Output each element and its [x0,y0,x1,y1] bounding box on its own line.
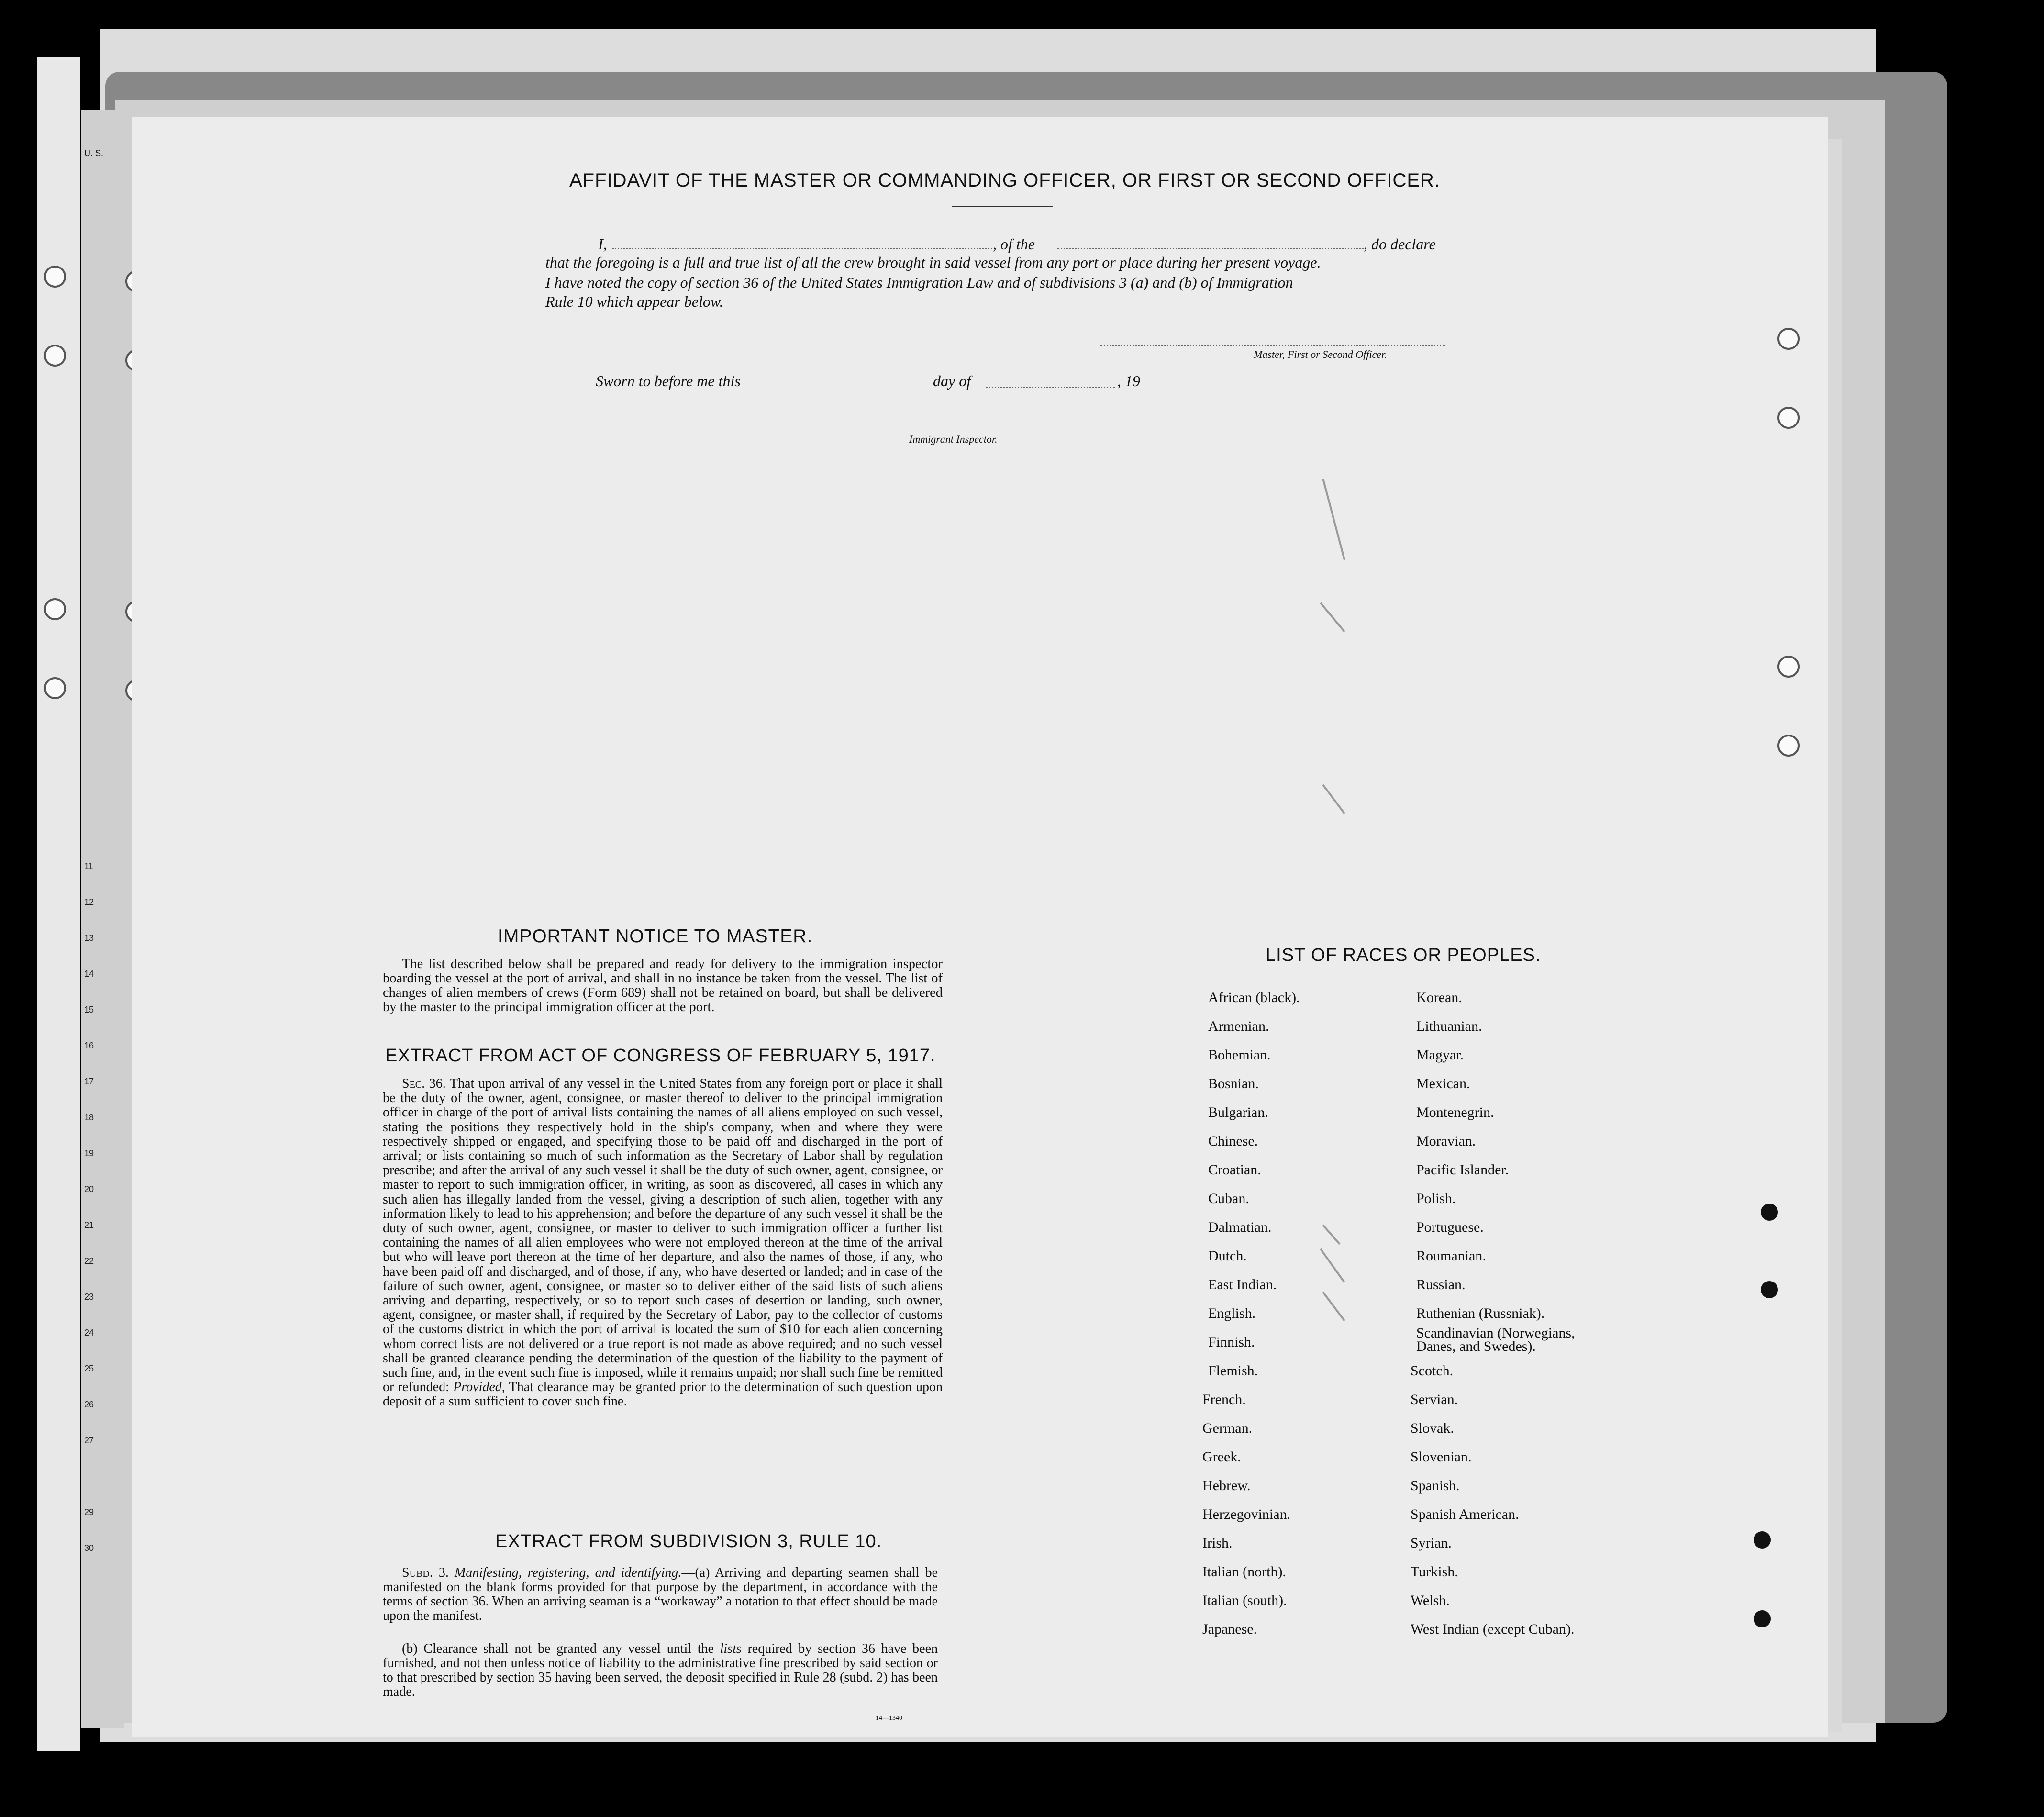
race-item: Ruthenian (Russniak). [1416,1305,1545,1321]
race-item: English. [1208,1305,1256,1321]
margin-number: 18 [84,1113,94,1122]
punch-hole-icon [1761,1204,1778,1221]
section-label: Sec. 36. [402,1076,446,1091]
date-blank [986,387,1115,388]
race-item: Moravian. [1416,1133,1476,1149]
punch-hole-icon [1754,1610,1771,1627]
subdivision-3b-text [383,1642,938,1699]
margin-number: 16 [84,1041,94,1050]
binder-hole-icon [1777,407,1800,429]
affidavit-line2: that the foregoing is a full and true list of all the crew brought in said vessel from any port or place during her present voyage. [545,254,1321,271]
race-item: German. [1202,1420,1253,1436]
race-item: Servian. [1411,1392,1458,1407]
margin-number: 15 [84,1005,94,1014]
race-item: Scotch. [1411,1363,1454,1379]
race-item: Spanish American. [1411,1506,1519,1522]
affidavit-declare: , do declare [1364,235,1436,253]
race-item: French. [1202,1392,1246,1407]
affidavit-line4: Rule 10 which appear below. [545,293,723,310]
proviso-text: That clearance may be granted prior to the determination of such question upon deposit of a sum sufficient to cover such fine. [383,1380,943,1409]
race-item: Lithuanian. [1416,1018,1482,1034]
subd-label: Subd. 3. [402,1565,449,1580]
subd-a-body: —(a) Arriving and departing seamen shall be manifested on the blank forms provided for that purpose by the department, in accordance with the terms of section 36. When an arriving seaman is a “workaway” a notation to that effect should be made upon the manifest. [383,1565,938,1623]
binder-hole-icon [44,345,66,367]
race-item: Magyar. [1416,1047,1464,1063]
right-sheet-edge [1825,139,1842,1732]
race-item: Pacific Islander. [1416,1162,1509,1178]
margin-number: 20 [84,1184,94,1194]
margin-number: 30 [84,1543,94,1553]
race-item: Cuban. [1208,1191,1249,1206]
left-margin-strip [81,110,124,1728]
margin-number: 11 [84,861,93,871]
margin-number: 29 [84,1507,94,1517]
race-item: African (black). [1208,990,1300,1005]
margin-number: 19 [84,1148,94,1158]
race-item: Hebrew. [1202,1478,1251,1494]
race-item: Italian (south). [1202,1593,1287,1608]
ledger-binding-strip [37,57,80,1751]
race-item: Slovenian. [1411,1449,1472,1465]
section-36-text [383,1077,943,1409]
race-item: Russian. [1416,1277,1466,1293]
margin-number: 14 [84,969,94,979]
notice-body: The list described below shall be prepared and ready for delivery to the immigration inspector boarding the vessel at the port of arrival, and shall in no instance be taken from the vessel. The list of changes of alien members of crews (Form 689) shall not be retained on board, but shall be delivered by the master to the principal immigration officer at the port. [383,957,943,1014]
form-number: 14—1340 [876,1715,902,1722]
margin-header: U. S. [84,148,104,158]
name-blank [612,248,995,249]
race-item: Bulgarian. [1208,1104,1268,1120]
margin-number: 17 [84,1077,94,1086]
race-item: Dutch. [1208,1248,1247,1264]
race-item: Roumanian. [1416,1248,1486,1264]
race-item: Montenegrin. [1416,1104,1494,1120]
margin-number: 26 [84,1400,94,1409]
margin-number: 12 [84,897,94,907]
race-item: Turkish. [1411,1564,1458,1580]
margin-number: 22 [84,1256,94,1266]
proviso-word: Provided, [453,1380,505,1395]
master-signature-label: Master, First or Second Officer. [1254,348,1387,360]
race-item: Polish. [1416,1191,1456,1206]
document-page [132,117,1828,1737]
race-item: Slovak. [1411,1420,1454,1436]
title-divider [952,206,1053,207]
race-item: Croatian. [1208,1162,1261,1178]
subdivision-3a-text [383,1566,938,1623]
race-item: Flemish. [1208,1363,1258,1379]
race-item: West Indian (except Cuban). [1411,1621,1575,1637]
inspector-label: Immigrant Inspector. [909,433,998,445]
day-of-label: day of [933,372,971,390]
subd-heading: Manifesting, registering, and identifying. [454,1565,682,1580]
race-item: Spanish. [1411,1478,1460,1494]
affidavit-i: I, [598,235,607,253]
race-item: Finnish. [1208,1334,1255,1350]
race-item: Herzegovinian. [1202,1506,1291,1522]
race-item: Mexican. [1416,1076,1470,1092]
section-36-body: That upon arrival of any vessel in the United States from any foreign port or place it shall be the duty of the owner, agent, consignee, or master thereof to deliver to the principal immigration officer in charge of the port of arrival lists containing the names of all aliens employed on such vessel, stating the positions they respectively hold in the ship's company, when and where they were respectively shipped or engaged, and specifying those to be paid off and discharged in the port of arrival; or lists containing so much of such information as the Secretary of Labor shall by regulation prescribe; and after the arrival of any such vessel it shall be the duty of such owner, agent, consignee, or master to report to such immigration officer, in writing, as soon as discovered, all cases in which any such alien has illegally landed from the vessel, giving a description of such alien, together with any information likely to lead to his apprehension; and before the departure of any such vessel it shall be the duty of such owner, agent, consignee, or master to deliver to such immigration officer a further list containing the names of all alien employees who were not employed thereon at the time of the arrival but who will leave port thereon at the time of her departure, and also the names of those, if any, who have been paid off and discharged, and of those, if any, who have deserted or landed; and in case of the failure of such owner, agent, consignee, or master so to deliver either of the said lists of such aliens arriving and departing, respectively, or so to report such cases of desertion or landing, such owner, agent, consignee, or master shall, if required by the Secretary of Labor, pay to the collector of customs of the customs district in which the port of arrival is located the sum of $10 for each alien concerning whom correct lists are not delivered or a true report is not made as above required; and no such vessel shall be granted clearance pending the determination of the question of the liability to the payment of such fine, and, in the event such fine is imposed, while it remains unpaid; nor shall such fine be remitted or refunded: [383,1076,943,1395]
affidavit-line3: I have noted the copy of section 36 of the United States Immigration Law and of subdivisions 3 (a) and (b) of Immigration [545,274,1293,291]
race-item: East Indian. [1208,1277,1277,1293]
extract-act-title: EXTRACT FROM ACT OF CONGRESS OF FEBRUARY 5, 1917. [385,1046,936,1066]
subd-b-lists: lists [720,1641,742,1656]
extract-rule-title: EXTRACT FROM SUBDIVISION 3, RULE 10. [495,1531,882,1551]
race-item: Bosnian. [1208,1076,1259,1092]
punch-hole-icon [1761,1281,1778,1298]
year-label: , 19 [1117,372,1140,390]
sworn-label: Sworn to before me this [596,372,741,390]
subd-b-start: (b) Clearance shall not be granted any vessel until the [402,1641,714,1656]
margin-number: 13 [84,933,94,943]
race-item: Chinese. [1208,1133,1258,1149]
punch-hole-icon [1754,1531,1771,1549]
signature-line [1100,345,1445,346]
faint-check-marks [1316,479,1373,1364]
affidavit-title: AFFIDAVIT OF THE MASTER OR COMMANDING OFFICER, OR FIRST OR SECOND OFFICER. [569,170,1440,191]
margin-number: 24 [84,1328,94,1338]
race-item: Portuguese. [1416,1219,1484,1235]
race-item: Irish. [1202,1535,1233,1551]
race-item: Armenian. [1208,1018,1269,1034]
race-item: Italian (north). [1202,1564,1286,1580]
affidavit-of-the: , of the [993,235,1035,253]
races-title: LIST OF RACES OR PEOPLES. [1266,945,1541,965]
margin-number: 23 [84,1292,94,1302]
binder-hole-icon [44,598,66,620]
race-item: Greek. [1202,1449,1241,1465]
margin-number: 21 [84,1220,94,1230]
margin-number: 25 [84,1364,94,1373]
race-item: Japanese. [1202,1621,1257,1637]
vessel-blank [1057,248,1364,249]
race-item: Dalmatian. [1208,1219,1272,1235]
binder-hole-icon [44,677,66,699]
race-item: Scandinavian (Norwegians, Danes, and Swedes). [1416,1325,1575,1354]
binder-hole-icon [44,266,66,288]
binder-hole-icon [1777,656,1800,678]
binder-hole-icon [1777,735,1800,757]
race-item: Bohemian. [1208,1047,1271,1063]
binder-hole-icon [1777,328,1800,350]
subd-b-rest: required by section 36 have been furnished, and not then unless notice of liability to the administrative fine prescribed by said section or to that prescribed by section 35 having been served, the deposit specified in Rule 28 (subd. 2) has been made. [383,1641,938,1699]
race-item: Syrian. [1411,1535,1452,1551]
race-item: Korean. [1416,990,1462,1005]
race-item: Welsh. [1411,1593,1450,1608]
margin-number: 27 [84,1436,94,1445]
notice-title: IMPORTANT NOTICE TO MASTER. [498,926,813,947]
